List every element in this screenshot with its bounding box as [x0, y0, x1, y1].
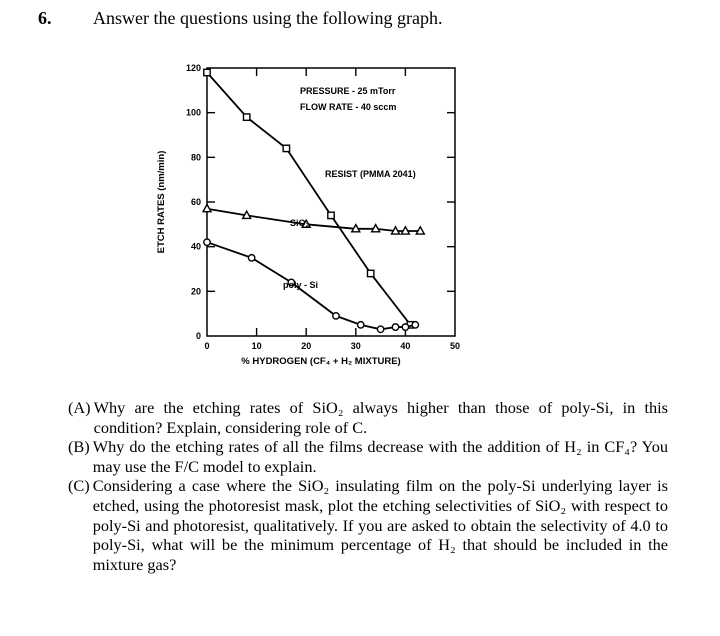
sio-point [203, 205, 211, 212]
x-axis-label: % HYDROGEN (CF₄ + H₂ MIXTURE) [241, 356, 401, 366]
x-tick-label: 50 [449, 341, 461, 351]
sio-point [243, 211, 251, 218]
resist-pmma-2041-point [367, 270, 373, 276]
sio-line [207, 209, 420, 231]
question-text: Why are the etching rates of SiO₂ always higher than those of poly-Si, in this condition? Explain, considering role of C. [93, 398, 668, 437]
poly-si-point [402, 324, 408, 330]
x-tick-label: 0 [204, 341, 210, 351]
problem-number: 6. [38, 8, 52, 28]
y-tick-label: 60 [190, 197, 201, 207]
problem-instruction: Answer the questions using the following graph. [93, 8, 443, 28]
sio-label: SiO₂ [290, 218, 310, 228]
sio-point [372, 225, 380, 232]
condition-label: PRESSURE - 25 mTorr [300, 86, 396, 96]
question-text: Considering a case where the SiO₂ insulating film on the poly-Si underlying layer is etched, using the photoresist mask, plot the etching selectivities of SiO₂ with respect to poly-Si and photoresist, qualitatively. If you are asked to obtain the selectivity of 4.0 to poly-Si, what will be the minimum percentage of H₂ that should be included in the mixture gas? [92, 476, 668, 574]
condition-label: FLOW RATE - 40 sccm [300, 102, 397, 112]
y-axis-label: ETCH RATES (nm/min) [156, 150, 167, 254]
poly-si-point [204, 239, 210, 245]
etch-rate-chart [150, 44, 490, 366]
poly-si-point [358, 322, 364, 328]
resist-pmma-2041-point [243, 114, 249, 120]
poly-si-point [412, 322, 418, 328]
y-tick-label: 40 [190, 241, 201, 252]
question-label: (A) [68, 398, 91, 417]
x-tick-label: 40 [400, 341, 411, 351]
sio-point [401, 227, 409, 234]
x-tick-label: 30 [350, 341, 361, 351]
question-item [68, 437, 668, 476]
sio-point [416, 227, 424, 234]
resist-pmma-2041-label: RESIST (PMMA 2041) [325, 169, 416, 179]
y-tick-label: 80 [190, 152, 201, 163]
resist-pmma-2041-point [328, 212, 334, 218]
poly-si-label: poly - Si [283, 280, 319, 290]
question-item [68, 476, 668, 574]
question-text: Why do the etching rates of all the films decrease with the addition of H₂ in CF₄? You may use the F/C model to explain. [92, 437, 668, 476]
poly-si-point [333, 313, 339, 319]
sio-point [391, 227, 399, 234]
poly-si-point [377, 326, 383, 332]
resist-pmma-2041-point [283, 145, 289, 151]
question-label: (B) [68, 437, 90, 457]
y-tick-label: 120 [185, 63, 201, 73]
y-tick-label: 100 [185, 107, 201, 118]
question-label: (C) [68, 476, 90, 496]
poly-si-point [248, 255, 254, 261]
resist-pmma-2041-point [204, 69, 210, 75]
question-list [68, 398, 668, 574]
x-tick-label: 20 [301, 341, 312, 351]
question-item [68, 398, 668, 437]
poly-si-point [392, 324, 398, 330]
x-tick-label: 10 [251, 341, 262, 351]
y-tick-label: 20 [190, 286, 201, 297]
sio-point [352, 225, 360, 232]
y-tick-label: 0 [195, 331, 201, 341]
